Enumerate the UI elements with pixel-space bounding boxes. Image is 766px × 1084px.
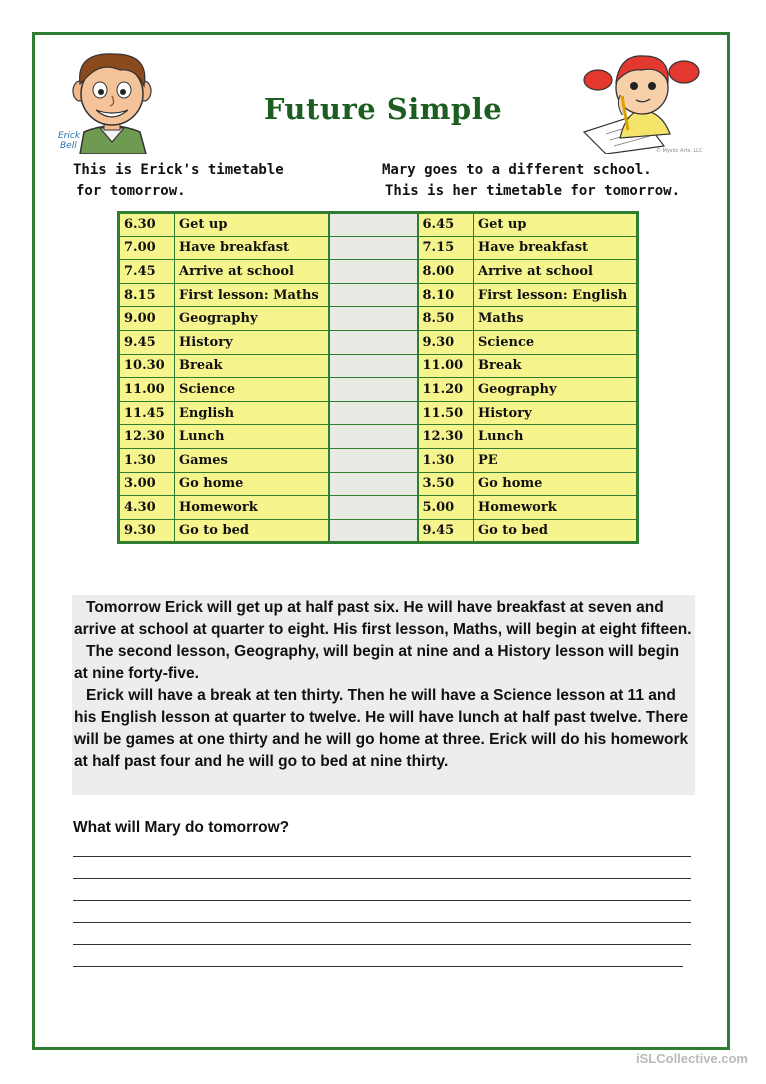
erick-time: 1.30 [119,448,175,472]
erick-intro-line-2: for tomorrow. [76,183,186,199]
mary-activity: History [474,401,638,425]
erick-time: 7.45 [119,260,175,284]
mary-activity: Arrive at school [474,260,638,284]
mary-activity: PE [474,448,638,472]
mary-time: 9.45 [418,519,474,543]
mary-time: 8.00 [418,260,474,284]
mary-time: 6.45 [418,213,474,237]
mary-activity: Have breakfast [474,236,638,260]
timetable [117,211,639,544]
erick-time: 8.15 [119,283,175,307]
erick-time: 11.45 [119,401,175,425]
mary-time: 3.50 [418,472,474,496]
erick-activity: First lesson: Maths [175,283,329,307]
watermark: iSLCollective.com [636,1051,748,1066]
gap-cell [329,378,418,402]
gap-cell [329,283,418,307]
mary-intro-line-2: This is her timetable for tomorrow. [385,183,681,199]
svg-text:Bell: Bell [60,141,77,151]
timetable-row [119,307,638,331]
gap-cell [329,425,418,449]
mary-activity: Maths [474,307,638,331]
answer-line[interactable] [73,900,691,901]
timetable-row [119,519,638,543]
story-paragraph: Erick will have a break at ten thirty. Then he will have a Science lesson at 11 and his English lesson at quarter to twelve. He will have lunch at half past twelve. There will be games at one thirty and he will go home at three. Erick will do his homework at half past four and he will go to bed at nine thirty. [74,687,689,770]
erick-intro [73,160,284,202]
answer-line[interactable] [73,922,691,923]
question: What will Mary do tomorrow? [73,819,290,836]
erick-activity: Arrive at school [175,260,329,284]
mary-activity: Homework [474,496,638,520]
timetable-row [119,236,638,260]
erick-activity: English [175,401,329,425]
erick-time: 3.00 [119,472,175,496]
timetable-row [119,496,638,520]
mary-time: 8.10 [418,283,474,307]
mary-time: 11.20 [418,378,474,402]
erick-activity: Science [175,378,329,402]
answer-line[interactable] [73,944,691,945]
timetable-row [119,260,638,284]
erick-activity: Have breakfast [175,236,329,260]
gap-cell [329,472,418,496]
mary-activity: Go to bed [474,519,638,543]
timetable-row [119,283,638,307]
erick-time: 12.30 [119,425,175,449]
page-title: Future Simple [263,92,503,126]
mary-activity: First lesson: English [474,283,638,307]
gap-cell [329,448,418,472]
mary-time: 11.50 [418,401,474,425]
gap-cell [329,496,418,520]
erick-activity: Go home [175,472,329,496]
mary-time: 8.50 [418,307,474,331]
story-paragraph: The second lesson, Geography, will begin at nine and a History lesson will begin at nine forty-five. [74,643,680,682]
erick-time: 9.00 [119,307,175,331]
erick-activity: Homework [175,496,329,520]
erick-activity: Lunch [175,425,329,449]
answer-line[interactable] [73,878,691,879]
gap-cell [329,354,418,378]
erick-activity: Get up [175,213,329,237]
mary-activity: Break [474,354,638,378]
answer-line[interactable] [73,856,691,857]
gap-cell [329,213,418,237]
erick-time: 4.30 [119,496,175,520]
erick-activity: Go to bed [175,519,329,543]
mary-intro [382,160,680,202]
mary-time: 9.30 [418,330,474,354]
timetable-row [119,401,638,425]
timetable-row [119,378,638,402]
timetable-row [119,354,638,378]
mary-time: 1.30 [418,448,474,472]
mary-activity: Lunch [474,425,638,449]
timetable-row [119,213,638,237]
mary-activity: Science [474,330,638,354]
mary-activity: Go home [474,472,638,496]
erick-time: 11.00 [119,378,175,402]
erick-activity: Games [175,448,329,472]
mary-time: 12.30 [418,425,474,449]
erick-time: 6.30 [119,213,175,237]
erick-time: 9.45 [119,330,175,354]
timetable-row [119,330,638,354]
gap-cell [329,260,418,284]
gap-cell [329,236,418,260]
gap-cell [329,519,418,543]
erick-time: 10.30 [119,354,175,378]
gap-cell [329,401,418,425]
svg-text:Erick: Erick [58,131,81,141]
svg-text:© Mystic Arts, LLC: © Mystic Arts, LLC [656,148,703,154]
timetable-row [119,425,638,449]
mary-time: 11.00 [418,354,474,378]
erick-time: 7.00 [119,236,175,260]
story-text-box [72,595,695,795]
mary-time: 5.00 [418,496,474,520]
story-paragraph: Tomorrow Erick will get up at half past six. He will have breakfast at seven and arrive at school at quarter to eight. His first lesson, Maths, will begin at eight fifteen. [74,599,692,638]
timetable-row [119,472,638,496]
mary-intro-line-1: Mary goes to a different school. [382,162,652,178]
timetable-row [119,448,638,472]
erick-intro-line-1: This is Erick's timetable [73,162,284,178]
gap-cell [329,330,418,354]
mary-activity: Get up [474,213,638,237]
erick-time: 9.30 [119,519,175,543]
gap-cell [329,307,418,331]
mary-activity: Geography [474,378,638,402]
erick-activity: Break [175,354,329,378]
answer-line[interactable] [73,966,683,967]
mary-time: 7.15 [418,236,474,260]
erick-activity: Geography [175,307,329,331]
erick-activity: History [175,330,329,354]
